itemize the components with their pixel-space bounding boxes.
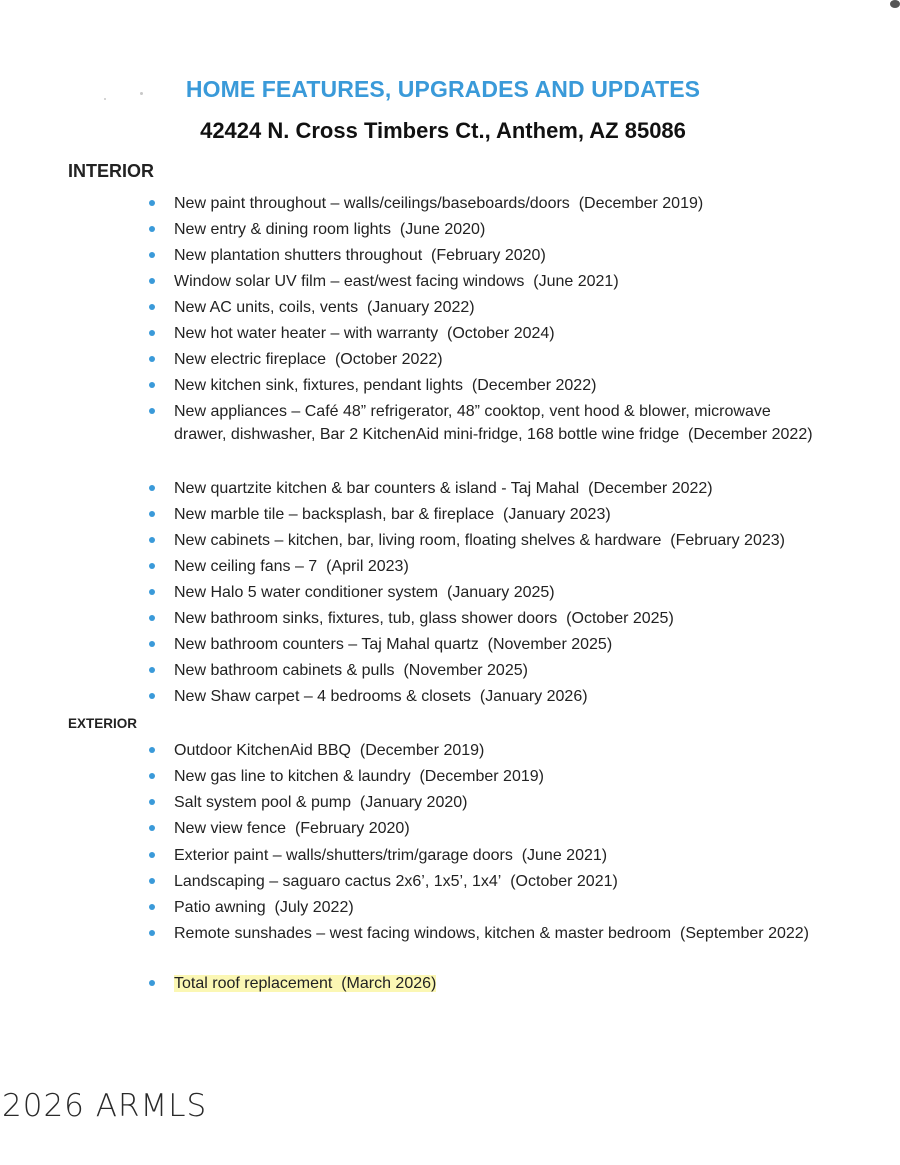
item-date: (November 2025) — [487, 636, 613, 653]
item-description: New gas line to kitchen & laundry — [174, 768, 411, 785]
bullet-icon — [149, 356, 155, 362]
exterior-list-item — [174, 844, 824, 867]
interior-list-item — [174, 348, 824, 371]
item-description: New Shaw carpet – 4 bedrooms & closets — [174, 688, 472, 705]
item-date: (June 2021) — [533, 273, 619, 290]
bullet-icon — [149, 408, 155, 414]
item-description: Salt system pool & pump — [174, 794, 351, 811]
interior-list-item — [174, 192, 824, 215]
bullet-icon — [149, 641, 155, 647]
bullet-icon — [149, 980, 155, 986]
item-date: (October 2024) — [447, 325, 555, 342]
item-description: New paint throughout – walls/ceilings/baseboards/doors — [174, 195, 570, 212]
item-description: New cabinets – kitchen, bar, living room, floating shelves & hardware — [174, 532, 662, 549]
item-description: Exterior paint – walls/shutters/trim/garage doors — [174, 847, 513, 864]
item-date: (December 2022) — [688, 426, 813, 443]
exterior-list-item — [174, 896, 824, 919]
bullet-icon — [149, 278, 155, 284]
section-heading-interior: INTERIOR — [68, 161, 155, 181]
item-description: Outdoor KitchenAid BBQ — [174, 742, 351, 759]
interior-list-item — [174, 529, 824, 552]
exterior-list-item — [174, 765, 824, 788]
item-description: New bathroom sinks, fixtures, tub, glass shower doors — [174, 610, 558, 627]
item-date: (February 2020) — [294, 820, 410, 837]
item-description: New kitchen sink, fixtures, pendant lights — [174, 377, 464, 394]
item-date: (June 2021) — [521, 847, 608, 864]
item-description: Remote sunshades – west facing windows, kitchen & master bedroom — [174, 925, 672, 942]
bullet-icon — [149, 485, 155, 491]
bullet-icon — [149, 773, 155, 779]
bullet-icon — [149, 511, 155, 517]
bullet-icon — [149, 200, 155, 206]
interior-list-item — [174, 659, 824, 682]
interior-list-item — [174, 296, 824, 319]
document-title: HOME FEATURES, UPGRADES AND UPDATES — [185, 76, 701, 102]
item-description: New Halo 5 water conditioner system — [174, 584, 439, 601]
bullet-icon — [149, 330, 155, 336]
item-date: (December 2019) — [419, 768, 544, 785]
section-heading-exterior: EXTERIOR — [68, 716, 138, 731]
scan-speck — [890, 0, 900, 8]
bullet-icon — [149, 904, 155, 910]
item-date: (July 2022) — [274, 899, 354, 916]
exterior-list-item — [174, 791, 824, 814]
bullet-icon — [149, 825, 155, 831]
item-date: (January 2020) — [359, 794, 468, 811]
interior-list-item — [174, 633, 824, 656]
item-description: Landscaping – saguaro cactus 2x6’, 1x5’, 1x4’ — [174, 873, 502, 890]
item-date: (February 2023) — [670, 532, 785, 549]
item-date: (January 2026) — [479, 688, 588, 705]
interior-list-item — [174, 477, 824, 500]
item-description: New ceiling fans – 7 — [174, 558, 318, 575]
item-description: Total roof replacement — [174, 975, 333, 992]
interior-list-item — [174, 555, 824, 578]
exterior-list-item — [174, 922, 824, 945]
item-date: (December 2022) — [588, 480, 713, 497]
interior-list-item — [174, 581, 824, 604]
item-date: (February 2020) — [431, 247, 546, 264]
bullet-icon — [149, 930, 155, 936]
interior-list-item — [174, 685, 824, 708]
bullet-icon — [149, 693, 155, 699]
exterior-list-item — [174, 870, 824, 893]
item-date: (June 2020) — [399, 221, 486, 238]
bullet-icon — [149, 252, 155, 258]
interior-list-item — [174, 374, 824, 397]
bullet-icon — [149, 382, 155, 388]
item-date: (November 2025) — [403, 662, 528, 679]
item-description: New electric fireplace — [174, 351, 327, 368]
bullet-icon — [149, 537, 155, 543]
bullet-icon — [149, 747, 155, 753]
item-description: New appliances – Café 48” refrigerator, 48” cooktop, vent hood & blower, microwave drawer, dishwasher, Bar 2 KitchenAid mini-fridge, 168 bottle wine fridge — [174, 403, 771, 443]
item-description: New bathroom cabinets & pulls — [174, 662, 395, 679]
item-date: (March 2026) — [341, 975, 437, 992]
item-date: (December 2019) — [359, 742, 485, 759]
item-description: Window solar UV film – east/west facing windows — [174, 273, 525, 290]
item-date: (January 2022) — [366, 299, 475, 316]
item-description: New quartzite kitchen & bar counters & island - Taj Mahal — [174, 480, 580, 497]
item-date: (December 2022) — [471, 377, 597, 394]
bullet-icon — [149, 304, 155, 310]
item-description: Patio awning — [174, 899, 266, 916]
interior-list-item — [174, 400, 824, 446]
exterior-list-item — [174, 972, 824, 995]
item-date: (December 2019) — [578, 195, 704, 212]
exterior-list-item — [174, 739, 824, 762]
interior-list-item — [174, 270, 824, 293]
interior-list-item — [174, 607, 824, 630]
item-description: New plantation shutters throughout — [174, 247, 423, 264]
item-description: New marble tile – backsplash, bar & fireplace — [174, 506, 495, 523]
item-description: New entry & dining room lights — [174, 221, 391, 238]
bullet-icon — [149, 226, 155, 232]
item-date: (October 2025) — [566, 610, 674, 627]
bullet-icon — [149, 852, 155, 858]
mls-watermark: 2026 ARMLS — [2, 1088, 208, 1124]
property-address: 42424 N. Cross Timbers Ct., Anthem, AZ 85086 — [200, 118, 686, 143]
item-date: (October 2021) — [510, 873, 618, 890]
bullet-icon — [149, 615, 155, 621]
interior-list-item — [174, 218, 824, 241]
item-description: New AC units, coils, vents — [174, 299, 359, 316]
bullet-icon — [149, 563, 155, 569]
bullet-icon — [149, 589, 155, 595]
interior-list-item — [174, 244, 824, 267]
bullet-icon — [149, 667, 155, 673]
item-description: New view fence — [174, 820, 287, 837]
item-date: (September 2022) — [680, 925, 809, 942]
item-description: New bathroom counters – Taj Mahal quartz — [174, 636, 479, 653]
item-date: (October 2022) — [334, 351, 443, 368]
item-date: (April 2023) — [326, 558, 409, 575]
bullet-icon — [149, 878, 155, 884]
item-description: New hot water heater – with warranty — [174, 325, 439, 342]
interior-list-item — [174, 503, 824, 526]
interior-list-item — [174, 322, 824, 345]
bullet-icon — [149, 799, 155, 805]
item-date: (January 2023) — [503, 506, 611, 523]
exterior-list-item — [174, 817, 824, 840]
item-date: (January 2025) — [447, 584, 555, 601]
